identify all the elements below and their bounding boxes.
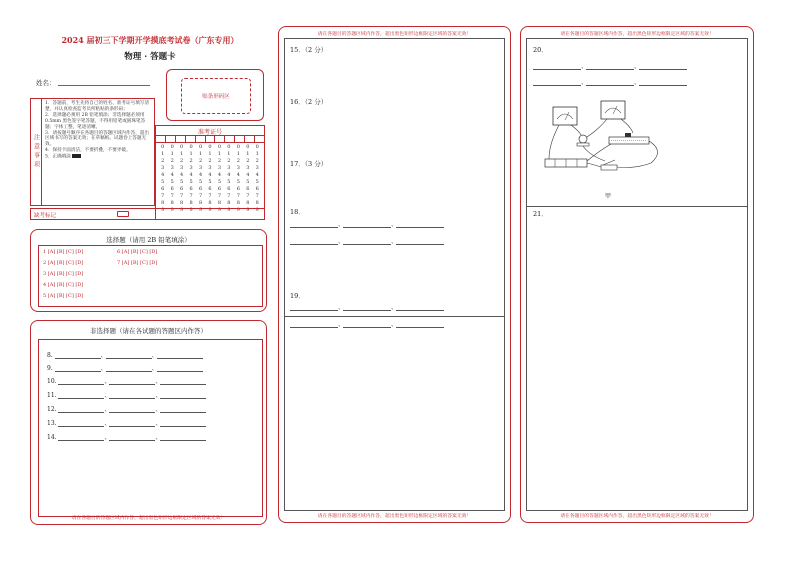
right-panel — [520, 26, 754, 523]
exam-id-digit-bubble[interactable]: 6 — [170, 186, 174, 192]
exam-id-digit-bubble[interactable]: 8 — [217, 200, 222, 206]
exam-id-digit-bubble[interactable]: 3 — [246, 165, 250, 171]
exam-id-digit-bubble[interactable]: 4 — [161, 172, 165, 178]
notes-side-label: 注意事项 — [31, 99, 42, 205]
exam-id-digit-bubble[interactable]: 9 — [189, 207, 193, 213]
exam-id-column[interactable] — [234, 144, 242, 214]
note-item: 1．答题前，考生先将自己的姓名、准考证号填写清楚，并认真检查监考员所粘贴的条形码； — [45, 101, 149, 112]
exam-id-digit-bubble[interactable]: 7 — [198, 193, 203, 199]
answer-row-18a: 、 、 — [290, 219, 444, 228]
exam-id-digit-bubble[interactable]: 6 — [189, 186, 193, 192]
answer-blank[interactable] — [343, 305, 391, 311]
exam-id-digit-bubble[interactable]: 8 — [161, 200, 165, 206]
exam-id-digit-bubble[interactable]: 2 — [217, 158, 222, 164]
answer-blank[interactable] — [106, 353, 152, 359]
answer-blank[interactable] — [290, 222, 338, 228]
exam-id-digit-bubble[interactable]: 9 — [227, 207, 231, 213]
answer-blank[interactable] — [157, 366, 203, 372]
answer-blank[interactable] — [160, 435, 206, 441]
exam-id-digit-bubble[interactable]: 4 — [180, 172, 184, 178]
exam-id-digit-bubble[interactable]: 9 — [217, 207, 222, 213]
exam-id-digit-bubble[interactable]: 7 — [255, 193, 259, 199]
exam-id-digit-bubble[interactable]: 4 — [198, 172, 203, 178]
exam-id-digit-bubble[interactable]: 7 — [217, 193, 222, 199]
question-number: 12. — [47, 406, 57, 413]
question-number: 10. — [47, 378, 57, 385]
exam-id-digit-bubble[interactable]: 6 — [208, 186, 212, 192]
answer-blank[interactable] — [58, 435, 104, 441]
exam-id-digit-bubble[interactable]: 1 — [227, 151, 231, 157]
exam-id-digit-bubble[interactable]: 5 — [227, 179, 231, 185]
exam-id-digit-bubble[interactable]: 5 — [217, 179, 222, 185]
answer-blank[interactable] — [396, 305, 444, 311]
question-16: 16．（2 分） — [290, 98, 328, 106]
note-item — [45, 154, 153, 160]
header-warning: 请在各题目的答题区域内作答，超出黑色矩形边框限定区域的答案无效！ — [560, 32, 714, 37]
exam-id-digit-bubble[interactable]: 9 — [246, 207, 250, 213]
exam-id-box — [155, 125, 265, 220]
answer-blank[interactable] — [160, 393, 206, 399]
exam-id-digit-bubble[interactable]: 5 — [198, 179, 203, 185]
exam-id-digit-bubble[interactable]: 3 — [208, 165, 212, 171]
figure-label: 甲 — [605, 193, 612, 200]
answer-row-18b: 、 、 — [290, 236, 444, 245]
exam-id-digit-bubble[interactable]: 1 — [180, 151, 184, 157]
exam-id-digit-bubble[interactable]: 0 — [170, 144, 174, 150]
choice-row-1[interactable]: 1 [A] [B] [C] [D] — [43, 249, 84, 255]
exam-id-digit-bubble[interactable]: 3 — [236, 165, 240, 171]
exam-id-digit-bubble[interactable]: 0 — [227, 144, 231, 150]
question-17: 17．（3 分） — [290, 160, 328, 168]
footer-warning: 请在各题目的答题区域内作答，超出黑色矩形边框限定区域的答案无效！ — [71, 516, 226, 521]
exam-id-digit-bubble[interactable]: 8 — [246, 200, 250, 206]
exam-id-digit-bubble[interactable]: 0 — [161, 144, 165, 150]
choice-heading: 选择题（请用 2B 铅笔填涂） — [106, 236, 191, 244]
header-warning: 请在各题目的答题区域内作答，超出黑色矩形边框限定区域的答案无效！ — [317, 32, 472, 37]
exam-id-digit-bubble[interactable]: 2 — [236, 158, 240, 164]
exam-id-write-cells[interactable] — [156, 135, 264, 143]
exam-id-digit-bubble[interactable]: 7 — [236, 193, 240, 199]
exam-id-digit-bubble[interactable]: 5 — [208, 179, 212, 185]
nonchoice-box — [38, 339, 263, 517]
question-20: 20． — [533, 46, 548, 54]
answer-blank[interactable] — [109, 407, 155, 413]
answer-blank[interactable] — [58, 407, 104, 413]
middle-panel — [278, 26, 511, 523]
note-item: 2．选择题必须用 2B 铅笔填涂；非选择题必须用 0.5mm 黑色签字笔答题，不得用铅笔或圆珠笔答题；字体工整、笔迹清晰。 — [45, 112, 146, 130]
exam-id-digit-bubble[interactable]: 1 — [246, 151, 250, 157]
answer-blank[interactable] — [639, 64, 687, 70]
ammeter-icon — [601, 101, 625, 119]
exam-id-column[interactable] — [168, 144, 176, 214]
exam-id-digit-bubble[interactable]: 8 — [180, 200, 184, 206]
exam-id-digit-bubble[interactable]: 6 — [255, 186, 259, 192]
answer-blank[interactable] — [290, 322, 338, 328]
exam-id-digit-bubble[interactable]: 5 — [255, 179, 259, 185]
exam-id-digit-bubble[interactable]: 7 — [189, 193, 193, 199]
exam-id-digit-bubble[interactable]: 4 — [246, 172, 250, 178]
question-number: 13. — [47, 420, 57, 427]
exam-id-digit-bubble[interactable]: 0 — [246, 144, 250, 150]
question-18: 18． — [290, 208, 305, 216]
circuit-diagram — [539, 99, 671, 189]
answer-row-14: 14. 、 、 — [47, 432, 206, 441]
name-label: 姓名： — [36, 79, 56, 87]
answer-blank[interactable] — [586, 64, 634, 70]
switch-icon — [601, 160, 617, 170]
answer-blank[interactable] — [109, 435, 155, 441]
answer-blank[interactable] — [396, 322, 444, 328]
exam-id-digit-bubble[interactable]: 3 — [227, 165, 231, 171]
exam-id-digit-bubble[interactable]: 7 — [227, 193, 231, 199]
exam-id-digit-bubble[interactable]: 8 — [255, 200, 259, 206]
exam-id-digit-bubble[interactable]: 2 — [255, 158, 259, 164]
exam-id-column[interactable] — [244, 144, 252, 214]
answer-row-19b: 、 、 — [290, 319, 444, 328]
answer-row-10: 10. 、 、 — [47, 376, 206, 385]
exam-id-digit-bubble[interactable]: 3 — [180, 165, 184, 171]
answer-blank[interactable] — [55, 366, 101, 372]
exam-id-digit-bubble[interactable]: 1 — [217, 151, 222, 157]
exam-id-digit-bubble[interactable]: 3 — [161, 165, 165, 171]
exam-subtitle: 物理 · 答题卡 — [124, 52, 176, 62]
answer-blank[interactable] — [396, 239, 444, 245]
exam-id-digit-bubble[interactable]: 1 — [255, 151, 259, 157]
exam-id-column[interactable] — [159, 144, 167, 214]
absent-checkbox[interactable] — [117, 211, 129, 217]
answer-blank[interactable] — [160, 421, 206, 427]
exam-id-digit-bubble[interactable]: 9 — [255, 207, 259, 213]
exam-id-digit-bubble[interactable]: 4 — [227, 172, 231, 178]
exam-id-digit-bubble[interactable]: 6 — [161, 186, 165, 192]
nonchoice-heading: 非选择题（请在各试题的答题区内作答） — [90, 327, 207, 335]
answer-row-13: 13. 、 、 — [47, 418, 206, 427]
exam-id-column[interactable] — [225, 144, 233, 214]
exam-id-digit-bubble[interactable]: 9 — [198, 207, 203, 213]
question-number: 9. — [47, 365, 53, 372]
exam-id-column[interactable] — [206, 144, 214, 214]
answer-blank[interactable] — [533, 80, 581, 86]
section-divider — [285, 316, 504, 317]
question-number: 8. — [47, 352, 53, 359]
question-19: 19． — [290, 292, 305, 300]
answer-blank[interactable] — [55, 353, 101, 359]
exam-id-title: 准考证号 — [197, 129, 222, 136]
voltmeter-icon — [553, 107, 577, 125]
answer-blank[interactable] — [533, 64, 581, 70]
exam-id-digit-bubble[interactable]: 7 — [161, 193, 165, 199]
exam-id-digit-bubble[interactable]: 4 — [170, 172, 174, 178]
answer-blank[interactable] — [160, 407, 206, 413]
exam-id-digit-bubble[interactable]: 6 — [246, 186, 250, 192]
answer-blank[interactable] — [58, 393, 104, 399]
exam-id-digit-bubble[interactable]: 6 — [180, 186, 184, 192]
exam-id-digit-bubble[interactable]: 4 — [255, 172, 259, 178]
note-item: 4．保持卡面清洁，不要折叠，不要弄破。 — [45, 148, 131, 154]
note-item: 3．请按题号顺序在各题目的答题区域内作答，超出区域书写的答案无效；在草稿纸、试题卷上答题无效。 — [45, 130, 149, 148]
exam-id-digit-bubble[interactable]: 9 — [236, 207, 240, 213]
absent-row — [30, 208, 265, 220]
answer-blank[interactable] — [58, 421, 104, 427]
exam-id-digit-bubble[interactable]: 0 — [255, 144, 259, 150]
answer-row-12: 12. 、 、 — [47, 404, 206, 413]
exam-id-digit-bubble[interactable]: 0 — [189, 144, 193, 150]
exam-id-digit-bubble[interactable]: 7 — [180, 193, 184, 199]
answer-row-8: 8. 、 、 — [47, 350, 203, 359]
exam-id-digit-bubble[interactable]: 2 — [189, 158, 193, 164]
question-number: 11. — [47, 392, 57, 399]
exam-id-digit-bubble[interactable]: 1 — [236, 151, 240, 157]
answer-blank[interactable] — [586, 80, 634, 86]
answer-blank[interactable] — [157, 353, 203, 359]
answer-row-20b: 、 、 — [533, 77, 687, 86]
choice-row-5[interactable]: 5 [A] [B] [C] [D] — [43, 293, 84, 299]
answer-row-20a: 、 、 — [533, 61, 687, 70]
exam-id-digit-bubble[interactable]: 8 — [227, 200, 231, 206]
exam-id-digit-bubble[interactable]: 7 — [246, 193, 250, 199]
exam-id-digit-bubble[interactable]: 9 — [208, 207, 212, 213]
exam-id-digit-bubble[interactable]: 1 — [189, 151, 193, 157]
exam-id-digit-bubble[interactable]: 2 — [198, 158, 203, 164]
exam-id-digit-bubble[interactable]: 3 — [189, 165, 193, 171]
exam-id-digit-bubble[interactable]: 2 — [161, 158, 165, 164]
answer-blank[interactable] — [290, 239, 338, 245]
exam-id-digit-bubble[interactable]: 3 — [255, 165, 259, 171]
exam-id-digit-bubble[interactable]: 9 — [180, 207, 184, 213]
answer-blank[interactable] — [58, 379, 104, 385]
question-21: 21． — [533, 210, 548, 218]
answer-blank[interactable] — [290, 305, 338, 311]
notes-text — [45, 101, 153, 161]
exam-id-digit-bubble[interactable]: 8 — [236, 200, 240, 206]
middle-answer-area[interactable] — [284, 38, 505, 511]
exam-id-digit-bubble[interactable]: 1 — [208, 151, 212, 157]
exam-id-column[interactable] — [253, 144, 261, 214]
choice-row-3[interactable]: 3 [A] [B] [C] [D] — [43, 271, 84, 277]
notes-box — [30, 98, 155, 206]
exam-id-digit-bubble[interactable]: 5 — [189, 179, 193, 185]
exam-id-digit-bubble[interactable]: 9 — [170, 207, 174, 213]
exam-id-digit-bubble[interactable]: 6 — [227, 186, 231, 192]
exam-id-column[interactable] — [178, 144, 186, 214]
rheostat-icon — [609, 133, 649, 144]
exam-id-digit-bubble[interactable]: 8 — [170, 200, 174, 206]
answer-row-19a: 、 、 — [290, 302, 444, 311]
answer-row-11: 11. 、 、 — [47, 390, 206, 399]
exam-id-digit-bubble[interactable]: 9 — [161, 207, 165, 213]
answer-blank[interactable] — [106, 366, 152, 372]
absent-label: 缺考标记 — [34, 213, 57, 219]
exam-id-digit-bubble[interactable]: 0 — [217, 144, 222, 150]
footer-warning: 请在各题目的答题区域内作答，超出黑色矩形边框限定区域的答案无效！ — [560, 514, 714, 519]
choice-row-7[interactable]: 7 [A] [B] [C] [D] — [117, 260, 158, 266]
choice-row-4[interactable]: 4 [A] [B] [C] [D] — [43, 282, 84, 288]
exam-id-digit-bubble[interactable]: 5 — [236, 179, 240, 185]
exam-id-digit-bubble[interactable]: 1 — [198, 151, 203, 157]
exam-id-digit-bubble[interactable]: 2 — [246, 158, 250, 164]
answer-blank[interactable] — [160, 379, 206, 385]
exam-id-bubble-grid[interactable] — [156, 144, 264, 214]
exam-id-digit-bubble[interactable]: 1 — [161, 151, 165, 157]
exam-id-digit-bubble[interactable]: 2 — [208, 158, 212, 164]
exam-id-digit-bubble[interactable]: 6 — [217, 186, 222, 192]
exam-id-digit-bubble[interactable]: 1 — [170, 151, 174, 157]
exam-id-digit-bubble[interactable]: 8 — [198, 200, 203, 206]
answer-blank[interactable] — [109, 393, 155, 399]
question-number: 14. — [47, 434, 57, 441]
exam-id-digit-bubble[interactable]: 5 — [161, 179, 165, 185]
exam-id-digit-bubble[interactable]: 4 — [217, 172, 222, 178]
barcode-area — [166, 69, 264, 121]
exam-id-digit-bubble[interactable]: 0 — [208, 144, 212, 150]
answer-blank[interactable] — [343, 322, 391, 328]
answer-blank[interactable] — [109, 379, 155, 385]
exam-id-digit-bubble[interactable]: 3 — [217, 165, 222, 171]
right-answer-area[interactable] — [526, 38, 748, 511]
choice-row-2[interactable]: 2 [A] [B] [C] [D] — [43, 260, 84, 266]
exam-id-digit-bubble[interactable]: 5 — [170, 179, 174, 185]
answer-blank[interactable] — [639, 80, 687, 86]
answer-blank[interactable] — [396, 222, 444, 228]
exam-id-digit-bubble[interactable]: 0 — [198, 144, 203, 150]
exam-id-digit-bubble[interactable]: 0 — [236, 144, 240, 150]
exam-id-digit-bubble[interactable]: 2 — [180, 158, 184, 164]
answer-blank[interactable] — [343, 222, 391, 228]
name-field[interactable] — [58, 85, 150, 86]
exam-id-digit-bubble[interactable]: 7 — [208, 193, 212, 199]
exam-id-digit-bubble[interactable]: 8 — [189, 200, 193, 206]
question-15: 15．（2 分） — [290, 46, 328, 54]
barcode-label: 贴条形码区 — [181, 78, 251, 114]
exam-id-column[interactable] — [215, 144, 223, 214]
exam-id-digit-bubble[interactable]: 2 — [227, 158, 231, 164]
note-item-text: 5．正确填涂 — [45, 154, 71, 160]
exam-title: 2024 届初三下学期开学摸底考试卷（广东专用） — [61, 35, 239, 45]
nonchoice-panel — [30, 320, 267, 525]
choice-panel — [30, 229, 267, 312]
battery-icon — [545, 159, 587, 167]
footer-warning: 请在各题目的答题区域内作答，超出黑色矩形边框限定区域的答案无效！ — [317, 514, 472, 519]
exam-id-digit-bubble[interactable]: 3 — [198, 165, 203, 171]
answer-blank[interactable] — [343, 239, 391, 245]
exam-id-digit-bubble[interactable]: 2 — [170, 158, 174, 164]
section-divider — [527, 206, 747, 207]
choice-box — [38, 245, 263, 307]
choice-row-6[interactable]: 6 [A] [B] [C] [D] — [117, 249, 158, 255]
exam-id-digit-bubble[interactable]: 6 — [198, 186, 203, 192]
exam-id-digit-bubble[interactable]: 7 — [170, 193, 174, 199]
exam-id-digit-bubble[interactable]: 5 — [246, 179, 250, 185]
exam-id-digit-bubble[interactable]: 5 — [180, 179, 184, 185]
exam-id-column[interactable] — [197, 144, 205, 214]
answer-blank[interactable] — [109, 421, 155, 427]
exam-id-digit-bubble[interactable]: 6 — [236, 186, 240, 192]
exam-id-digit-bubble[interactable]: 4 — [189, 172, 193, 178]
exam-id-digit-bubble[interactable]: 4 — [208, 172, 212, 178]
fill-sample-icon — [72, 154, 81, 158]
answer-row-9: 9. 、 、 — [47, 363, 203, 372]
exam-id-digit-bubble[interactable]: 4 — [236, 172, 240, 178]
exam-id-digit-bubble[interactable]: 0 — [180, 144, 184, 150]
exam-id-column[interactable] — [187, 144, 195, 214]
exam-id-digit-bubble[interactable]: 8 — [208, 200, 212, 206]
exam-id-digit-bubble[interactable]: 3 — [170, 165, 174, 171]
